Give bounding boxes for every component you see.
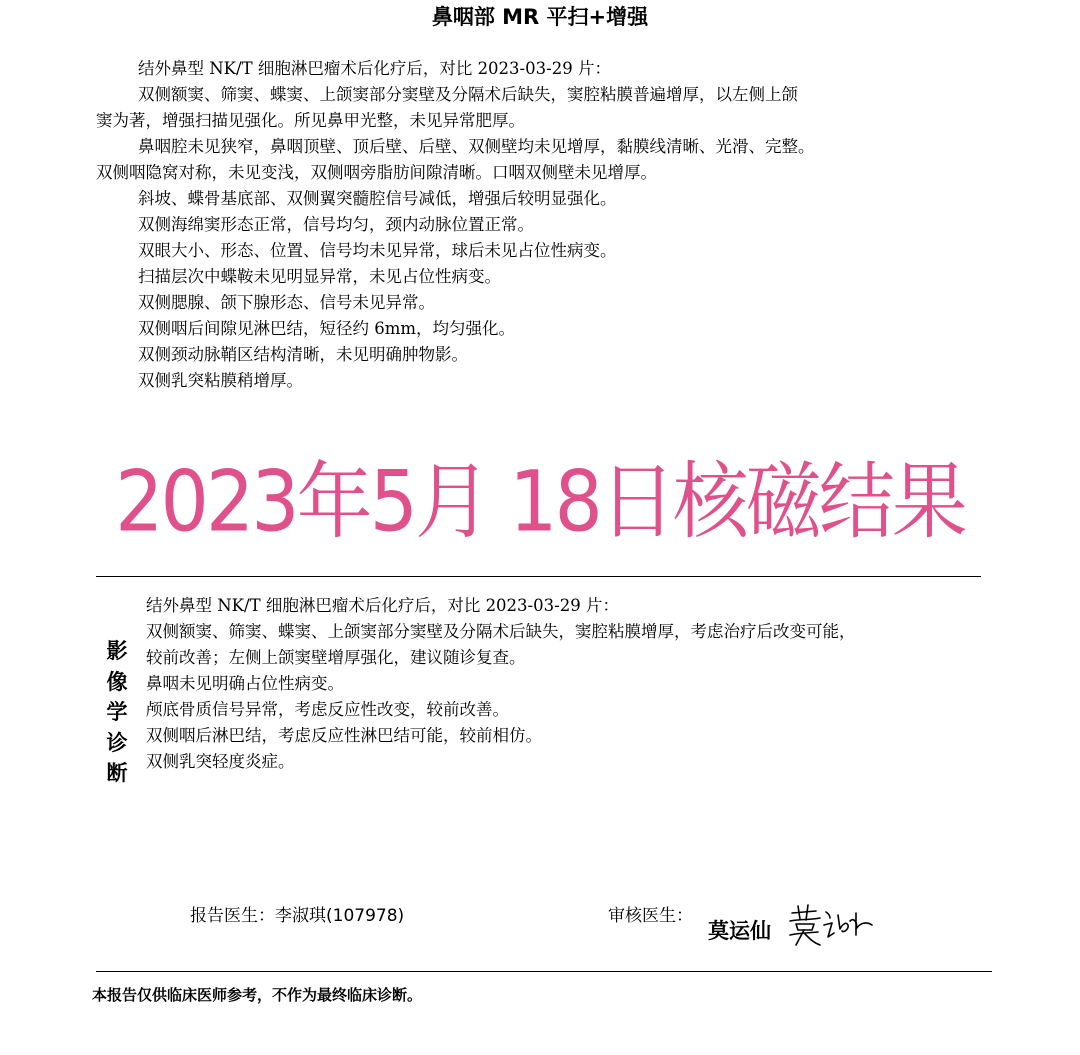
findings-line: 扫描层次中蝶鞍未见明显异常，未见占位性病变。 <box>138 267 501 286</box>
findings-section <box>96 56 976 394</box>
reporter-row <box>190 904 404 928</box>
findings-line: 鼻咽腔未见狭窄，鼻咽顶壁、顶后壁、后壁、双侧壁均未见增厚，黏膜线清晰、光滑、完整。 <box>138 137 815 156</box>
reviewer-label: 审核医生： <box>608 906 693 926</box>
diagnosis-heading-char: 影 <box>106 639 128 663</box>
findings-line: 结外鼻型 NK/T 细胞淋巴瘤术后化疗后，对比 2023-03-29 片： <box>138 59 611 78</box>
diagnosis-section <box>146 593 996 775</box>
handwritten-signature-icon <box>786 903 876 949</box>
diagnosis-line: 结外鼻型 NK/T 细胞淋巴瘤术后化疗后，对比 2023-03-29 片： <box>146 596 619 615</box>
diagnosis-line: 双侧额窦、筛窦、蝶窦、上颌窦部分窦壁及分隔术后缺失，窦腔粘膜增厚，考虑治疗后改变可能， <box>146 622 856 641</box>
findings-line: 斜坡、蝶骨基底部、双侧翼突髓腔信号减低，增强后较明显强化。 <box>138 189 617 208</box>
diagnosis-line: 双侧乳突轻度炎症。 <box>146 752 295 771</box>
findings-line: 窦为著，增强扫描见强化。所见鼻甲光整，未见异常肥厚。 <box>96 111 525 130</box>
findings-line: 双侧海绵窦形态正常，信号均匀，颈内动脉位置正常。 <box>138 215 534 234</box>
diagnosis-line: 双侧咽后淋巴结，考虑反应性淋巴结可能，较前相仿。 <box>146 726 542 745</box>
findings-line: 双侧咽隐窝对称，未见变浅，双侧咽旁脂肪间隙清晰。口咽双侧壁未见增厚。 <box>96 163 657 182</box>
diagnosis-heading-char: 断 <box>106 761 128 785</box>
diagnosis-heading-char: 学 <box>106 700 128 724</box>
footer-divider <box>96 971 992 972</box>
diagnosis-line: 颅底骨质信号异常，考虑反应性改变，较前改善。 <box>146 700 509 719</box>
findings-line: 双侧额窦、筛窦、蝶窦、上颌窦部分窦壁及分隔术后缺失，窦腔粘膜普遍增厚，以左侧上颌 <box>138 85 798 104</box>
diagnosis-heading <box>102 636 132 789</box>
findings-line: 双侧腮腺、颌下腺形态、信号未见异常。 <box>138 293 435 312</box>
footer-disclaimer: 本报告仅供临床医师参考，不作为最终临床诊断。 <box>92 986 423 1004</box>
reviewer-name: 莫运仙 <box>708 919 771 943</box>
diagnosis-heading-char: 像 <box>106 669 128 694</box>
section-divider <box>96 576 981 577</box>
diagnosis-heading-char: 诊 <box>106 730 128 755</box>
reporter-name: 李淑琪(107978) <box>275 906 405 926</box>
reporter-label: 报告医生： <box>190 906 275 926</box>
findings-line: 双眼大小、形态、位置、信号均未见异常，球后未见占位性病变。 <box>138 241 617 260</box>
findings-line: 双侧乳突粘膜稍增厚。 <box>138 371 303 390</box>
findings-line: 双侧咽后间隙见淋巴结，短径约 6mm，均匀强化。 <box>138 319 516 338</box>
diagnosis-line: 较前改善；左侧上颌窦壁增厚强化，建议随诊复查。 <box>146 648 526 667</box>
date-annotation-banner: 2023年5月 18日核磁结果 <box>115 452 965 551</box>
report-title: 鼻咽部 MR 平扫+增强 <box>431 5 649 29</box>
diagnosis-line: 鼻咽未见明确占位性病变。 <box>146 674 344 693</box>
findings-line: 双侧颈动脉鞘区结构清晰，未见明确肿物影。 <box>138 345 468 364</box>
